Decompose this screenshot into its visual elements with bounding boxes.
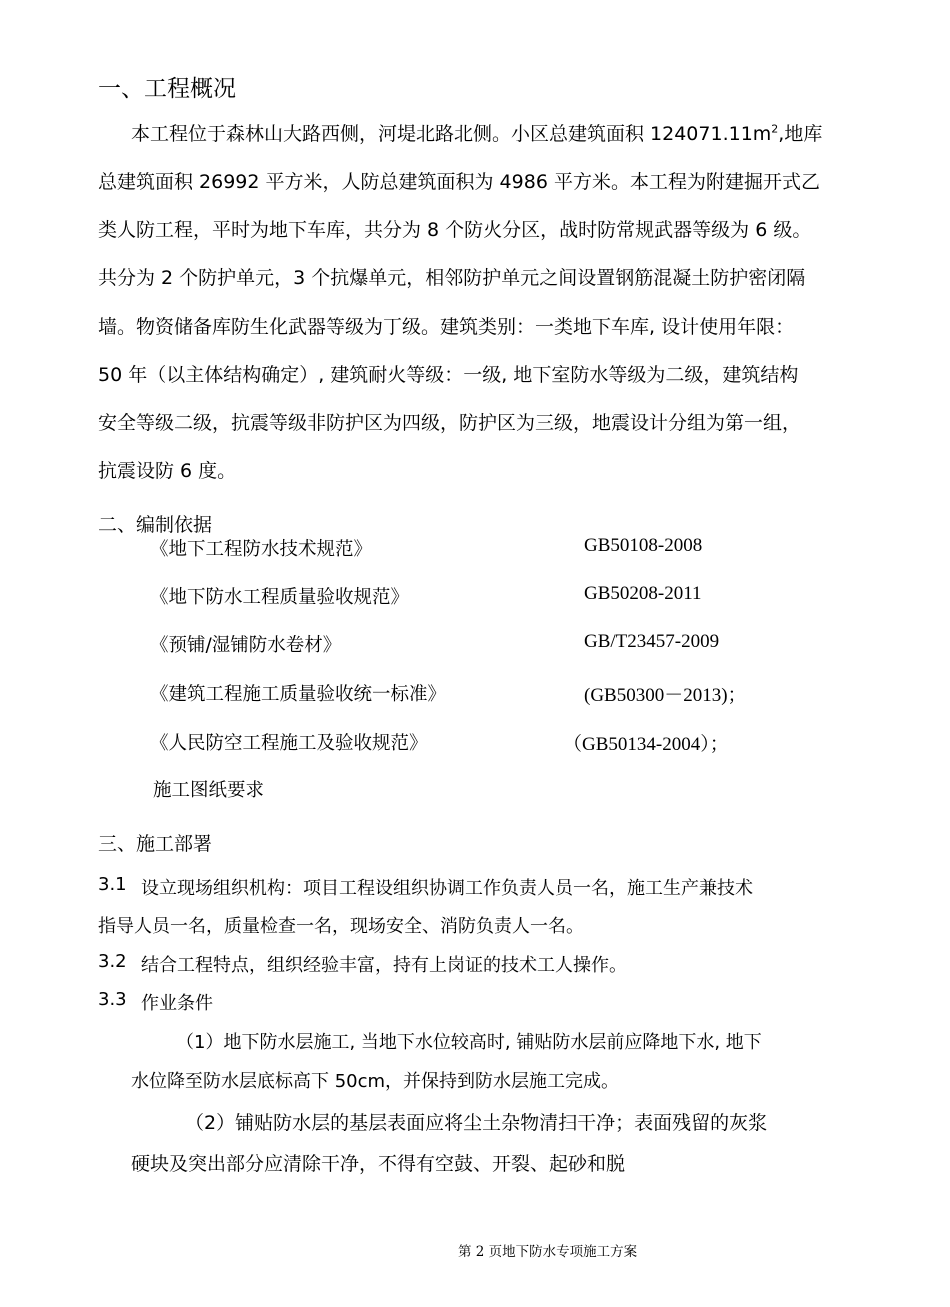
condition-line: 水位降至防水层底标高下 50cm，并保持到防水层施工完成。 [131, 1071, 620, 1092]
item-text: 结合工程特点，组织经验丰富，持有上岗证的技术工人操作。 [141, 955, 627, 976]
item-text: 设立现场组织机构：项目工程设组织协调工作负责人员一名，施工生产兼技术 [141, 878, 753, 899]
superscript: 2 [771, 122, 779, 136]
paragraph-line: 总建筑面积 26992 平方米，人防总建筑面积为 4986 平方米。本工程为附建掘开式乙 [98, 171, 820, 193]
item-number: 3.3 [98, 989, 127, 1010]
item-text: 作业条件 [141, 993, 213, 1014]
section-heading-deployment: 三、施工部署 [98, 833, 213, 855]
condition-line: （2）铺贴防水层的基层表面应将尘土杂物清扫干净；表面残留的灰浆 [185, 1112, 768, 1134]
paragraph-line: 50 年（以主体结构确定）, 建筑耐火等级：一级, 地下室防水等级为二级，建筑结构 [98, 364, 799, 386]
paragraph-line-text: 本工程位于森林山大路西侧，河堤北路北侧。小区总建筑面积 124071.11m [131, 123, 772, 145]
paragraph-line: 类人防工程，平时为地下车库，共分为 8 个防火分区，战时防常规武器等级为 6 级。 [98, 219, 812, 241]
reference-name: 《地下工程防水技术规范》 [150, 539, 373, 560]
reference-code: (GB50300－2013)； [584, 685, 747, 706]
section-heading-overview: 一、工程概况 [98, 76, 236, 102]
condition-line: （1）地下防水层施工, 当地下水位较高时, 铺贴防水层前应降地下水, 地下 [176, 1032, 762, 1053]
reference-extra: 施工图纸要求 [153, 780, 265, 801]
item-text: 指导人员一名，质量检查一名，现场安全、消防负责人一名。 [98, 916, 584, 937]
condition-line: 硬块及突出部分应清除干净，不得有空鼓、开裂、起砂和脱 [131, 1153, 626, 1175]
reference-code: GB50208-2011 [584, 583, 702, 604]
reference-name: 《建筑工程施工质量验收统一标准》 [150, 684, 447, 705]
paragraph-line: 抗震设防 6 度。 [98, 460, 237, 482]
reference-name: 《地下防水工程质量验收规范》 [150, 587, 410, 608]
reference-code: GB50108-2008 [584, 535, 703, 556]
reference-name: 《预铺/湿铺防水卷材》 [150, 635, 342, 656]
paragraph-line: 墙。物资储备库防生化武器等级为丁级。建筑类别：一类地下车库, 设计使用年限： [98, 316, 795, 338]
paragraph-line: 共分为 2 个防护单元，3 个抗爆单元，相邻防护单元之间设置钢筋混凝土防护密闭隔 [98, 267, 806, 289]
paragraph-line-tail: ,地库 [778, 123, 823, 145]
section-heading-basis: 二、编制依据 [98, 514, 213, 536]
paragraph-line [131, 119, 822, 146]
reference-name: 《人民防空工程施工及验收规范》 [150, 733, 428, 754]
item-number: 3.1 [98, 874, 127, 895]
page-footer: 第 2 页地下防水专项施工方案 [458, 1244, 638, 1260]
reference-code: GB/T23457-2009 [584, 631, 720, 652]
paragraph-line: 安全等级二级，抗震等级非防护区为四级，防护区为三级，地震设计分组为第一组， [98, 412, 802, 434]
reference-code: （GB50134-2004）； [563, 734, 729, 755]
item-number: 3.2 [98, 951, 127, 972]
